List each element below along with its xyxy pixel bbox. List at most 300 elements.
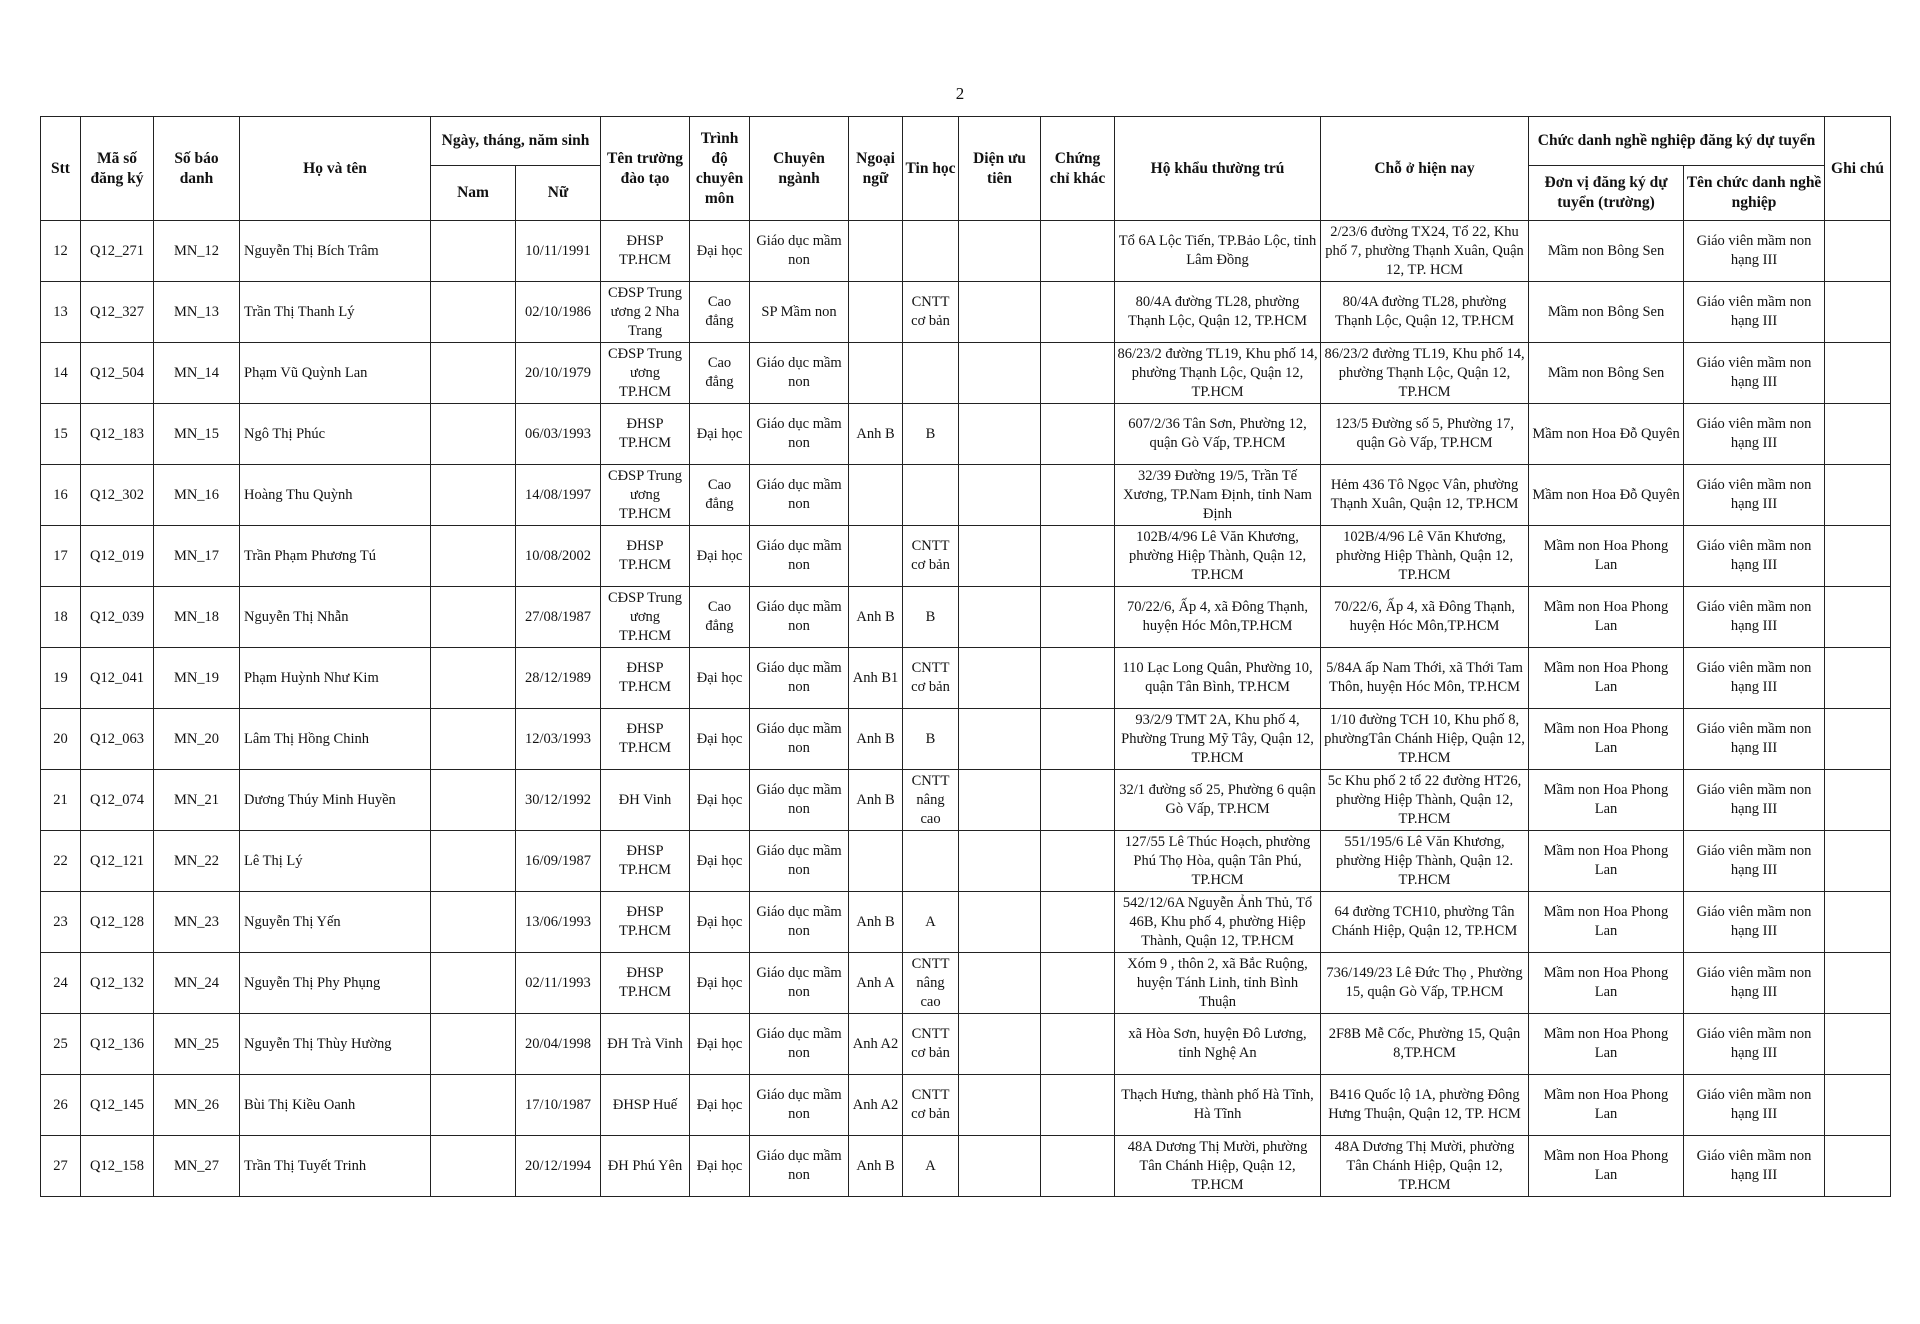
cell-trinh-do: Đại học bbox=[690, 526, 750, 587]
cell-ngoai-ngu: Anh B bbox=[849, 709, 903, 770]
cell-cho-o: 70/22/6, Ấp 4, xã Đông Thạnh, huyện Hóc Môn,TP.HCM bbox=[1321, 587, 1529, 648]
cell-ho-ten: Lâm Thị Hồng Chinh bbox=[240, 709, 431, 770]
cell-tin-hoc: CNTT cơ bản bbox=[903, 1014, 959, 1075]
cell-trinh-do: Đại học bbox=[690, 1136, 750, 1197]
cell-trinh-do: Cao đẳng bbox=[690, 343, 750, 404]
cell-ho-khau: 86/23/2 đường TL19, Khu phố 14, phường Thạnh Lộc, Quận 12, TP.HCM bbox=[1115, 343, 1321, 404]
cell-so-bao-danh: MN_13 bbox=[154, 282, 240, 343]
cell-trinh-do: Cao đẳng bbox=[690, 465, 750, 526]
cell-chuyen-nganh: Giáo dục mầm non bbox=[750, 221, 849, 282]
header-ngay-sinh: Ngày, tháng, năm sinh bbox=[431, 117, 601, 166]
cell-don-vi: Mầm non Hoa Phong Lan bbox=[1529, 709, 1684, 770]
cell-ngoai-ngu: Anh A2 bbox=[849, 1014, 903, 1075]
cell-don-vi: Mầm non Hoa Phong Lan bbox=[1529, 648, 1684, 709]
cell-nu: 28/12/1989 bbox=[516, 648, 601, 709]
cell-so-bao-danh: MN_12 bbox=[154, 221, 240, 282]
cell-don-vi: Mầm non Hoa Đỗ Quyên bbox=[1529, 465, 1684, 526]
header-ho-ten: Họ và tên bbox=[240, 117, 431, 221]
cell-ngoai-ngu bbox=[849, 831, 903, 892]
cell-tin-hoc: CNTT cơ bản bbox=[903, 282, 959, 343]
cell-trinh-do: Đại học bbox=[690, 953, 750, 1014]
cell-don-vi: Mầm non Bông Sen bbox=[1529, 343, 1684, 404]
cell-ho-ten: Lê Thị Lý bbox=[240, 831, 431, 892]
cell-ghi-chu bbox=[1825, 831, 1891, 892]
cell-chuc-danh: Giáo viên mầm non hạng III bbox=[1684, 343, 1825, 404]
cell-dien-uu-tien bbox=[959, 282, 1041, 343]
cell-nam bbox=[431, 892, 516, 953]
cell-ho-khau: 32/1 đường số 25, Phường 6 quận Gò Vấp, TP.HCM bbox=[1115, 770, 1321, 831]
cell-ghi-chu bbox=[1825, 1014, 1891, 1075]
cell-ghi-chu bbox=[1825, 770, 1891, 831]
cell-ghi-chu bbox=[1825, 404, 1891, 465]
cell-chung-chi bbox=[1041, 221, 1115, 282]
cell-dien-uu-tien bbox=[959, 526, 1041, 587]
cell-trinh-do: Đại học bbox=[690, 404, 750, 465]
header-ngoai-ngu: Ngoại ngữ bbox=[849, 117, 903, 221]
cell-so-bao-danh: MN_19 bbox=[154, 648, 240, 709]
cell-don-vi: Mầm non Hoa Phong Lan bbox=[1529, 1075, 1684, 1136]
cell-don-vi: Mầm non Hoa Phong Lan bbox=[1529, 1014, 1684, 1075]
cell-ho-khau: 127/55 Lê Thúc Hoạch, phường Phú Thọ Hòa, quận Tân Phú, TP.HCM bbox=[1115, 831, 1321, 892]
cell-chung-chi bbox=[1041, 404, 1115, 465]
cell-chung-chi bbox=[1041, 587, 1115, 648]
cell-chuyen-nganh: Giáo dục mầm non bbox=[750, 709, 849, 770]
table-row bbox=[41, 404, 1891, 465]
cell-stt: 23 bbox=[41, 892, 81, 953]
cell-truong: CĐSP Trung ương TP.HCM bbox=[601, 343, 690, 404]
cell-truong: ĐHSP TP.HCM bbox=[601, 526, 690, 587]
cell-truong: ĐH Trà Vinh bbox=[601, 1014, 690, 1075]
cell-dien-uu-tien bbox=[959, 1136, 1041, 1197]
cell-nam bbox=[431, 1136, 516, 1197]
cell-ho-ten: Dương Thúy Minh Huyền bbox=[240, 770, 431, 831]
cell-ma-so: Q12_121 bbox=[81, 831, 154, 892]
cell-ma-so: Q12_136 bbox=[81, 1014, 154, 1075]
cell-truong: ĐHSP TP.HCM bbox=[601, 709, 690, 770]
cell-stt: 16 bbox=[41, 465, 81, 526]
cell-chuc-danh: Giáo viên mầm non hạng III bbox=[1684, 1075, 1825, 1136]
cell-chuc-danh: Giáo viên mầm non hạng III bbox=[1684, 282, 1825, 343]
cell-ghi-chu bbox=[1825, 1075, 1891, 1136]
cell-chung-chi bbox=[1041, 465, 1115, 526]
cell-chuc-danh: Giáo viên mầm non hạng III bbox=[1684, 221, 1825, 282]
cell-cho-o: 86/23/2 đường TL19, Khu phố 14, phường Thạnh Lộc, Quận 12, TP.HCM bbox=[1321, 343, 1529, 404]
cell-stt: 20 bbox=[41, 709, 81, 770]
cell-ngoai-ngu bbox=[849, 526, 903, 587]
cell-don-vi: Mầm non Bông Sen bbox=[1529, 282, 1684, 343]
cell-tin-hoc: CNTT nâng cao bbox=[903, 953, 959, 1014]
cell-tin-hoc: A bbox=[903, 1136, 959, 1197]
header-ghi-chu: Ghi chú bbox=[1825, 117, 1891, 221]
cell-ho-ten: Trần Thị Tuyết Trinh bbox=[240, 1136, 431, 1197]
cell-ho-ten: Phạm Vũ Quỳnh Lan bbox=[240, 343, 431, 404]
cell-chuyen-nganh: Giáo dục mầm non bbox=[750, 770, 849, 831]
header-cho-o: Chỗ ở hiện nay bbox=[1321, 117, 1529, 221]
cell-trinh-do: Đại học bbox=[690, 1014, 750, 1075]
table-row bbox=[41, 892, 1891, 953]
cell-chuc-danh: Giáo viên mầm non hạng III bbox=[1684, 770, 1825, 831]
cell-don-vi: Mầm non Hoa Phong Lan bbox=[1529, 953, 1684, 1014]
cell-ngoai-ngu: Anh B bbox=[849, 892, 903, 953]
cell-truong: CĐSP Trung ương 2 Nha Trang bbox=[601, 282, 690, 343]
cell-dien-uu-tien bbox=[959, 831, 1041, 892]
cell-so-bao-danh: MN_20 bbox=[154, 709, 240, 770]
cell-cho-o: 2/23/6 đường TX24, Tổ 22, Khu phố 7, phường Thạnh Xuân, Quận 12, TP. HCM bbox=[1321, 221, 1529, 282]
cell-stt: 21 bbox=[41, 770, 81, 831]
cell-chung-chi bbox=[1041, 1075, 1115, 1136]
cell-so-bao-danh: MN_18 bbox=[154, 587, 240, 648]
table-row bbox=[41, 953, 1891, 1014]
cell-chuyen-nganh: Giáo dục mầm non bbox=[750, 343, 849, 404]
cell-nam bbox=[431, 953, 516, 1014]
cell-ho-khau: 32/39 Đường 19/5, Trần Tế Xương, TP.Nam Định, tỉnh Nam Định bbox=[1115, 465, 1321, 526]
cell-cho-o: 80/4A đường TL28, phường Thạnh Lộc, Quận 12, TP.HCM bbox=[1321, 282, 1529, 343]
cell-don-vi: Mầm non Hoa Đỗ Quyên bbox=[1529, 404, 1684, 465]
cell-ma-so: Q12_183 bbox=[81, 404, 154, 465]
cell-chung-chi bbox=[1041, 1014, 1115, 1075]
cell-nu: 20/10/1979 bbox=[516, 343, 601, 404]
cell-cho-o: 551/195/6 Lê Văn Khương, phường Hiệp Thành, Quận 12. TP.HCM bbox=[1321, 831, 1529, 892]
table-row bbox=[41, 1014, 1891, 1075]
cell-stt: 12 bbox=[41, 221, 81, 282]
cell-chung-chi bbox=[1041, 526, 1115, 587]
cell-ghi-chu bbox=[1825, 709, 1891, 770]
cell-nam bbox=[431, 526, 516, 587]
cell-ngoai-ngu bbox=[849, 221, 903, 282]
cell-chung-chi bbox=[1041, 892, 1115, 953]
cell-ma-so: Q12_132 bbox=[81, 953, 154, 1014]
cell-ho-khau: 48A Dương Thị Mười, phường Tân Chánh Hiệp, Quận 12, TP.HCM bbox=[1115, 1136, 1321, 1197]
cell-chuyen-nganh: Giáo dục mầm non bbox=[750, 526, 849, 587]
cell-tin-hoc bbox=[903, 465, 959, 526]
cell-cho-o: 1/10 đường TCH 10, Khu phố 8, phườngTân Chánh Hiệp, Quận 12, TP.HCM bbox=[1321, 709, 1529, 770]
cell-ghi-chu bbox=[1825, 587, 1891, 648]
table-body bbox=[41, 221, 1891, 1197]
cell-chuyen-nganh: SP Mầm non bbox=[750, 282, 849, 343]
cell-nu: 30/12/1992 bbox=[516, 770, 601, 831]
cell-chuc-danh: Giáo viên mầm non hạng III bbox=[1684, 1136, 1825, 1197]
table-row bbox=[41, 587, 1891, 648]
cell-stt: 15 bbox=[41, 404, 81, 465]
cell-truong: ĐHSP TP.HCM bbox=[601, 892, 690, 953]
cell-nam bbox=[431, 587, 516, 648]
cell-cho-o: B416 Quốc lộ 1A, phường Đông Hưng Thuận, Quận 12, TP. HCM bbox=[1321, 1075, 1529, 1136]
cell-so-bao-danh: MN_15 bbox=[154, 404, 240, 465]
cell-chuc-danh: Giáo viên mầm non hạng III bbox=[1684, 709, 1825, 770]
cell-stt: 22 bbox=[41, 831, 81, 892]
cell-ma-so: Q12_063 bbox=[81, 709, 154, 770]
cell-ho-khau: 110 Lạc Long Quân, Phường 10, quận Tân Bình, TP.HCM bbox=[1115, 648, 1321, 709]
cell-ho-khau: 542/12/6A Nguyễn Ảnh Thủ, Tổ 46B, Khu phố 4, phường Hiệp Thành, Quận 12, TP.HCM bbox=[1115, 892, 1321, 953]
cell-nu: 20/12/1994 bbox=[516, 1136, 601, 1197]
cell-ho-ten: Ngô Thị Phúc bbox=[240, 404, 431, 465]
cell-don-vi: Mầm non Hoa Phong Lan bbox=[1529, 526, 1684, 587]
cell-ngoai-ngu: Anh B1 bbox=[849, 648, 903, 709]
cell-truong: ĐHSP TP.HCM bbox=[601, 221, 690, 282]
cell-nam bbox=[431, 1075, 516, 1136]
cell-cho-o: Hẻm 436 Tô Ngọc Vân, phường Thạnh Xuân, Quận 12, TP.HCM bbox=[1321, 465, 1529, 526]
cell-trinh-do: Cao đẳng bbox=[690, 282, 750, 343]
cell-chuc-danh: Giáo viên mầm non hạng III bbox=[1684, 953, 1825, 1014]
cell-dien-uu-tien bbox=[959, 1014, 1041, 1075]
cell-nu: 10/08/2002 bbox=[516, 526, 601, 587]
cell-don-vi: Mầm non Bông Sen bbox=[1529, 221, 1684, 282]
cell-ho-khau: Thạch Hưng, thành phố Hà Tĩnh, Hà Tĩnh bbox=[1115, 1075, 1321, 1136]
cell-trinh-do: Đại học bbox=[690, 648, 750, 709]
cell-tin-hoc: B bbox=[903, 709, 959, 770]
cell-so-bao-danh: MN_14 bbox=[154, 343, 240, 404]
cell-cho-o: 5c Khu phố 2 tổ 22 đường HT26, phường Hiệp Thành, Quận 12, TP.HCM bbox=[1321, 770, 1529, 831]
cell-chuyen-nganh: Giáo dục mầm non bbox=[750, 953, 849, 1014]
cell-stt: 27 bbox=[41, 1136, 81, 1197]
cell-ma-so: Q12_158 bbox=[81, 1136, 154, 1197]
cell-ho-khau: xã Hòa Sơn, huyện Đô Lương, tỉnh Nghệ An bbox=[1115, 1014, 1321, 1075]
cell-ghi-chu bbox=[1825, 465, 1891, 526]
cell-ma-so: Q12_039 bbox=[81, 587, 154, 648]
cell-cho-o: 102B/4/96 Lê Văn Khương, phường Hiệp Thành, Quận 12, TP.HCM bbox=[1321, 526, 1529, 587]
header-so-bao-danh: Số báo danh bbox=[154, 117, 240, 221]
cell-ho-ten: Phạm Huỳnh Như Kim bbox=[240, 648, 431, 709]
cell-ho-khau: 70/22/6, Ấp 4, xã Đông Thạnh, huyện Hóc Môn,TP.HCM bbox=[1115, 587, 1321, 648]
cell-dien-uu-tien bbox=[959, 404, 1041, 465]
cell-nu: 27/08/1987 bbox=[516, 587, 601, 648]
cell-ma-so: Q12_041 bbox=[81, 648, 154, 709]
table-row bbox=[41, 465, 1891, 526]
header-nam: Nam bbox=[431, 166, 516, 221]
cell-ma-so: Q12_128 bbox=[81, 892, 154, 953]
header-dien-uu-tien: Diện ưu tiên bbox=[959, 117, 1041, 221]
cell-cho-o: 5/84A ấp Nam Thới, xã Thới Tam Thôn, huyện Hóc Môn, TP.HCM bbox=[1321, 648, 1529, 709]
cell-nu: 02/11/1993 bbox=[516, 953, 601, 1014]
cell-cho-o: 736/149/23 Lê Đức Thọ , Phường 15, quận Gò Vấp, TP.HCM bbox=[1321, 953, 1529, 1014]
cell-ho-ten: Nguyễn Thị Bích Trâm bbox=[240, 221, 431, 282]
cell-ma-so: Q12_271 bbox=[81, 221, 154, 282]
cell-so-bao-danh: MN_21 bbox=[154, 770, 240, 831]
cell-don-vi: Mầm non Hoa Phong Lan bbox=[1529, 587, 1684, 648]
cell-chuc-danh: Giáo viên mầm non hạng III bbox=[1684, 892, 1825, 953]
cell-tin-hoc: B bbox=[903, 587, 959, 648]
cell-nu: 02/10/1986 bbox=[516, 282, 601, 343]
table-row bbox=[41, 526, 1891, 587]
cell-chung-chi bbox=[1041, 282, 1115, 343]
cell-ho-ten: Nguyễn Thị Phy Phụng bbox=[240, 953, 431, 1014]
cell-truong: ĐHSP TP.HCM bbox=[601, 404, 690, 465]
cell-trinh-do: Đại học bbox=[690, 1075, 750, 1136]
cell-so-bao-danh: MN_24 bbox=[154, 953, 240, 1014]
cell-truong: ĐHSP TP.HCM bbox=[601, 953, 690, 1014]
header-stt: Stt bbox=[41, 117, 81, 221]
cell-ma-so: Q12_074 bbox=[81, 770, 154, 831]
cell-nam bbox=[431, 1014, 516, 1075]
cell-trinh-do: Đại học bbox=[690, 709, 750, 770]
cell-nu: 06/03/1993 bbox=[516, 404, 601, 465]
cell-so-bao-danh: MN_17 bbox=[154, 526, 240, 587]
cell-chuc-danh: Giáo viên mầm non hạng III bbox=[1684, 404, 1825, 465]
header-tin-hoc: Tin học bbox=[903, 117, 959, 221]
cell-tin-hoc: CNTT nâng cao bbox=[903, 770, 959, 831]
cell-nam bbox=[431, 709, 516, 770]
cell-chuc-danh: Giáo viên mầm non hạng III bbox=[1684, 1014, 1825, 1075]
cell-nu: 16/09/1987 bbox=[516, 831, 601, 892]
cell-chuyen-nganh: Giáo dục mầm non bbox=[750, 892, 849, 953]
table-row bbox=[41, 1075, 1891, 1136]
cell-don-vi: Mầm non Hoa Phong Lan bbox=[1529, 892, 1684, 953]
cell-nam bbox=[431, 831, 516, 892]
cell-trinh-do: Đại học bbox=[690, 770, 750, 831]
cell-trinh-do: Cao đẳng bbox=[690, 587, 750, 648]
cell-chuc-danh: Giáo viên mầm non hạng III bbox=[1684, 465, 1825, 526]
cell-ho-khau: Tổ 6A Lộc Tiến, TP.Bảo Lộc, tỉnh Lâm Đồng bbox=[1115, 221, 1321, 282]
cell-so-bao-danh: MN_23 bbox=[154, 892, 240, 953]
table-row bbox=[41, 709, 1891, 770]
cell-ho-ten: Bùi Thị Kiều Oanh bbox=[240, 1075, 431, 1136]
cell-nam bbox=[431, 282, 516, 343]
cell-don-vi: Mầm non Hoa Phong Lan bbox=[1529, 831, 1684, 892]
cell-dien-uu-tien bbox=[959, 648, 1041, 709]
cell-dien-uu-tien bbox=[959, 221, 1041, 282]
cell-chuc-danh: Giáo viên mầm non hạng III bbox=[1684, 587, 1825, 648]
cell-truong: ĐHSP TP.HCM bbox=[601, 831, 690, 892]
table-row bbox=[41, 648, 1891, 709]
cell-ngoai-ngu: Anh B bbox=[849, 404, 903, 465]
cell-stt: 18 bbox=[41, 587, 81, 648]
cell-ho-khau: 93/2/9 TMT 2A, Khu phố 4, Phường Trung Mỹ Tây, Quận 12, TP.HCM bbox=[1115, 709, 1321, 770]
header-chuyen-nganh: Chuyên ngành bbox=[750, 117, 849, 221]
cell-nam bbox=[431, 465, 516, 526]
cell-don-vi: Mầm non Hoa Phong Lan bbox=[1529, 770, 1684, 831]
cell-tin-hoc bbox=[903, 221, 959, 282]
cell-nam bbox=[431, 404, 516, 465]
cell-cho-o: 123/5 Đường số 5, Phường 17, quận Gò Vấp, TP.HCM bbox=[1321, 404, 1529, 465]
cell-don-vi: Mầm non Hoa Phong Lan bbox=[1529, 1136, 1684, 1197]
cell-tin-hoc: CNTT cơ bản bbox=[903, 1075, 959, 1136]
cell-chuyen-nganh: Giáo dục mầm non bbox=[750, 1075, 849, 1136]
cell-stt: 17 bbox=[41, 526, 81, 587]
cell-ma-so: Q12_302 bbox=[81, 465, 154, 526]
cell-tin-hoc bbox=[903, 343, 959, 404]
cell-tin-hoc: CNTT cơ bản bbox=[903, 648, 959, 709]
cell-cho-o: 48A Dương Thị Mười, phường Tân Chánh Hiệp, Quận 12, TP.HCM bbox=[1321, 1136, 1529, 1197]
cell-ghi-chu bbox=[1825, 282, 1891, 343]
cell-ngoai-ngu: Anh A bbox=[849, 953, 903, 1014]
cell-ngoai-ngu: Anh A2 bbox=[849, 1075, 903, 1136]
table-row bbox=[41, 343, 1891, 404]
header-truong: Tên trường đào tạo bbox=[601, 117, 690, 221]
cell-chuc-danh: Giáo viên mầm non hạng III bbox=[1684, 526, 1825, 587]
cell-nu: 20/04/1998 bbox=[516, 1014, 601, 1075]
cell-cho-o: 64 đường TCH10, phường Tân Chánh Hiệp, Quận 12, TP.HCM bbox=[1321, 892, 1529, 953]
cell-nam bbox=[431, 648, 516, 709]
cell-ma-so: Q12_145 bbox=[81, 1075, 154, 1136]
cell-dien-uu-tien bbox=[959, 709, 1041, 770]
cell-chung-chi bbox=[1041, 648, 1115, 709]
cell-ho-ten: Trần Thị Thanh Lý bbox=[240, 282, 431, 343]
cell-tin-hoc: B bbox=[903, 404, 959, 465]
cell-ho-khau: 102B/4/96 Lê Văn Khương, phường Hiệp Thành, Quận 12, TP.HCM bbox=[1115, 526, 1321, 587]
table-row bbox=[41, 282, 1891, 343]
cell-chuyen-nganh: Giáo dục mầm non bbox=[750, 1136, 849, 1197]
cell-so-bao-danh: MN_16 bbox=[154, 465, 240, 526]
cell-ghi-chu bbox=[1825, 221, 1891, 282]
cell-chuc-danh: Giáo viên mầm non hạng III bbox=[1684, 831, 1825, 892]
cell-dien-uu-tien bbox=[959, 892, 1041, 953]
header-chuc-danh: Chức danh nghề nghiệp đăng ký dự tuyển bbox=[1529, 117, 1825, 166]
cell-ghi-chu bbox=[1825, 953, 1891, 1014]
header-nu: Nữ bbox=[516, 166, 601, 221]
cell-so-bao-danh: MN_25 bbox=[154, 1014, 240, 1075]
cell-dien-uu-tien bbox=[959, 343, 1041, 404]
cell-dien-uu-tien bbox=[959, 770, 1041, 831]
cell-ngoai-ngu bbox=[849, 343, 903, 404]
header-chung-chi: Chứng chỉ khác bbox=[1041, 117, 1115, 221]
table-row bbox=[41, 831, 1891, 892]
table-row bbox=[41, 221, 1891, 282]
cell-trinh-do: Đại học bbox=[690, 831, 750, 892]
cell-chung-chi bbox=[1041, 343, 1115, 404]
cell-chung-chi bbox=[1041, 709, 1115, 770]
cell-chuyen-nganh: Giáo dục mầm non bbox=[750, 465, 849, 526]
cell-so-bao-danh: MN_22 bbox=[154, 831, 240, 892]
cell-tin-hoc: CNTT cơ bản bbox=[903, 526, 959, 587]
cell-nu: 13/06/1993 bbox=[516, 892, 601, 953]
cell-dien-uu-tien bbox=[959, 465, 1041, 526]
cell-nu: 14/08/1997 bbox=[516, 465, 601, 526]
cell-ghi-chu bbox=[1825, 526, 1891, 587]
cell-ho-khau: Xóm 9 , thôn 2, xã Bắc Ruộng, huyện Tánh Linh, tỉnh Bình Thuận bbox=[1115, 953, 1321, 1014]
cell-chuyen-nganh: Giáo dục mầm non bbox=[750, 404, 849, 465]
cell-truong: ĐHSP TP.HCM bbox=[601, 648, 690, 709]
cell-ghi-chu bbox=[1825, 892, 1891, 953]
cell-nu: 10/11/1991 bbox=[516, 221, 601, 282]
table-row bbox=[41, 770, 1891, 831]
cell-ngoai-ngu: Anh B bbox=[849, 770, 903, 831]
cell-ma-so: Q12_327 bbox=[81, 282, 154, 343]
cell-chuyen-nganh: Giáo dục mầm non bbox=[750, 1014, 849, 1075]
cell-ho-ten: Nguyễn Thị Nhẫn bbox=[240, 587, 431, 648]
cell-stt: 13 bbox=[41, 282, 81, 343]
cell-truong: ĐH Phú Yên bbox=[601, 1136, 690, 1197]
cell-nu: 17/10/1987 bbox=[516, 1075, 601, 1136]
cell-nu: 12/03/1993 bbox=[516, 709, 601, 770]
cell-truong: ĐH Vinh bbox=[601, 770, 690, 831]
cell-chuyen-nganh: Giáo dục mầm non bbox=[750, 648, 849, 709]
cell-dien-uu-tien bbox=[959, 587, 1041, 648]
cell-trinh-do: Đại học bbox=[690, 221, 750, 282]
cell-truong: ĐHSP Huế bbox=[601, 1075, 690, 1136]
cell-stt: 24 bbox=[41, 953, 81, 1014]
cell-truong: CĐSP Trung ương TP.HCM bbox=[601, 465, 690, 526]
cell-stt: 14 bbox=[41, 343, 81, 404]
cell-chung-chi bbox=[1041, 1136, 1115, 1197]
cell-so-bao-danh: MN_27 bbox=[154, 1136, 240, 1197]
cell-ho-ten: Nguyễn Thị Yến bbox=[240, 892, 431, 953]
cell-chung-chi bbox=[1041, 831, 1115, 892]
header-ho-khau: Hộ khẩu thường trú bbox=[1115, 117, 1321, 221]
cell-nam bbox=[431, 343, 516, 404]
cell-stt: 26 bbox=[41, 1075, 81, 1136]
cell-so-bao-danh: MN_26 bbox=[154, 1075, 240, 1136]
cell-stt: 19 bbox=[41, 648, 81, 709]
candidate-table bbox=[40, 116, 1891, 1197]
cell-tin-hoc: A bbox=[903, 892, 959, 953]
cell-chung-chi bbox=[1041, 953, 1115, 1014]
cell-dien-uu-tien bbox=[959, 953, 1041, 1014]
cell-chung-chi bbox=[1041, 770, 1115, 831]
cell-ngoai-ngu bbox=[849, 465, 903, 526]
header-ten-chuc-danh: Tên chức danh nghề nghiệp bbox=[1684, 166, 1825, 221]
cell-dien-uu-tien bbox=[959, 1075, 1041, 1136]
cell-ho-ten: Nguyễn Thị Thùy Hường bbox=[240, 1014, 431, 1075]
